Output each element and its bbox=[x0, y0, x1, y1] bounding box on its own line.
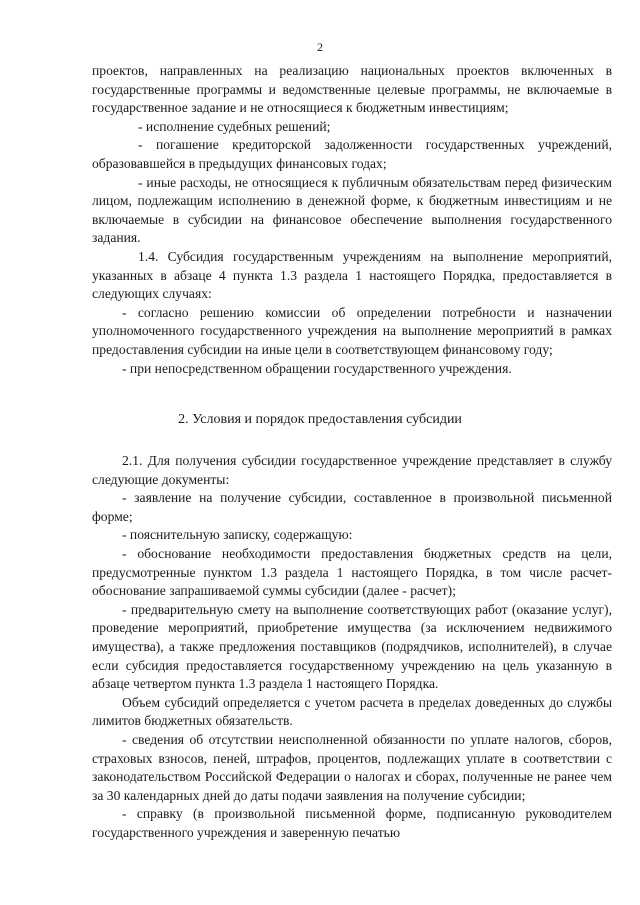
list-item-no-debts-info: - сведения об отсутствии неисполненной обязанности по уплате налогов, сборов, страховых взносов, пеней, штрафов, процентов, подлежащих уплате в соответствии с законодательством Российской Федерации о налогах и сборах, полученные не ранее чем за 30 календарных дней до даты подачи заявления на получение субсидии; bbox=[92, 731, 612, 803]
list-item-explanatory-note: - пояснительную записку, содержащую: bbox=[122, 527, 353, 543]
list-item-direct-request: - при непосредственном обращении государственного учреждения. bbox=[122, 360, 512, 376]
list-item-debt-repayment: - погашение кредиторской задолженности государственных учреждений, образовавшейся в предыдущих финансовых годах; bbox=[92, 137, 612, 171]
page-number: 2 bbox=[317, 40, 323, 54]
paragraph-2-1: 2.1. Для получения субсидии государственное учреждение представляет в службу следующие документы: bbox=[92, 453, 612, 487]
list-item-application: - заявление на получение субсидии, составленное в произвольной письменной форме; bbox=[92, 490, 612, 524]
paragraph-1-4: 1.4. Субсидия государственным учреждениям на выполнение мероприятий, указанных в абзаце 4 пункта 1.3 раздела 1 настоящего Порядка, предоставляется в следующих случаях: bbox=[92, 248, 612, 302]
list-item-court-decisions: - исполнение судебных решений; bbox=[138, 118, 331, 134]
top-text-block bbox=[92, 62, 612, 378]
section-heading: 2. Условия и порядок предоставления субсидии bbox=[178, 412, 462, 427]
list-item-preliminary-estimate: - предварительную смету на выполнение соответствующих работ (оказание услуг), проведение мероприятий, приобретение имущества (за исключением недвижимого имущества), а также предложения поставщиков (подрядчиков, исполнителей), в случае если субсидия предоставляется государственному учреждению на цель указанную в абзаце четвертом пункта 1.3 раздела 1 настоящего Порядка. bbox=[92, 601, 612, 692]
list-item-certificate: - справку (в произвольной письменной форме, подписанную руководителем государственного учреждения и заверенную печатью bbox=[92, 806, 612, 840]
section-2-text-block bbox=[92, 452, 612, 842]
list-item-other-expenses: - иные расходы, не относящиеся к публичным обязательствам перед физическим лицом, подлежащим исполнению в денежной форме, к бюджетным инвестициям и не включаемые в субсидии на финансовое обеспечение выполнения государственного задания. bbox=[92, 174, 612, 246]
paragraph-subsidy-volume: Объем субсидий определяется с учетом расчета в пределах доведенных до службы лимитов бюджетных обязательств. bbox=[92, 694, 612, 729]
paragraph-continuation: проектов, направленных на реализацию национальных проектов включенных в государственные программы и ведомственные целевые программы, не включаемые в государственное задание и не относящиеся к бюджетным инвестициям; bbox=[92, 63, 612, 116]
list-item-justification: - обоснование необходимости предоставления бюджетных средств на цели, предусмотренные пунктом 1.3 раздела 1 настоящего Порядка, в том числе расчет-обоснование запрашиваемой суммы субсидии (далее - расчет); bbox=[92, 545, 612, 599]
list-item-commission-decision: - согласно решению комиссии об определении потребности и назначении уполномоченного государственного учреждения на выполнение мероприятий в рамках предоставления субсидии на иные цели в соответствующем финансовому году; bbox=[92, 304, 612, 357]
